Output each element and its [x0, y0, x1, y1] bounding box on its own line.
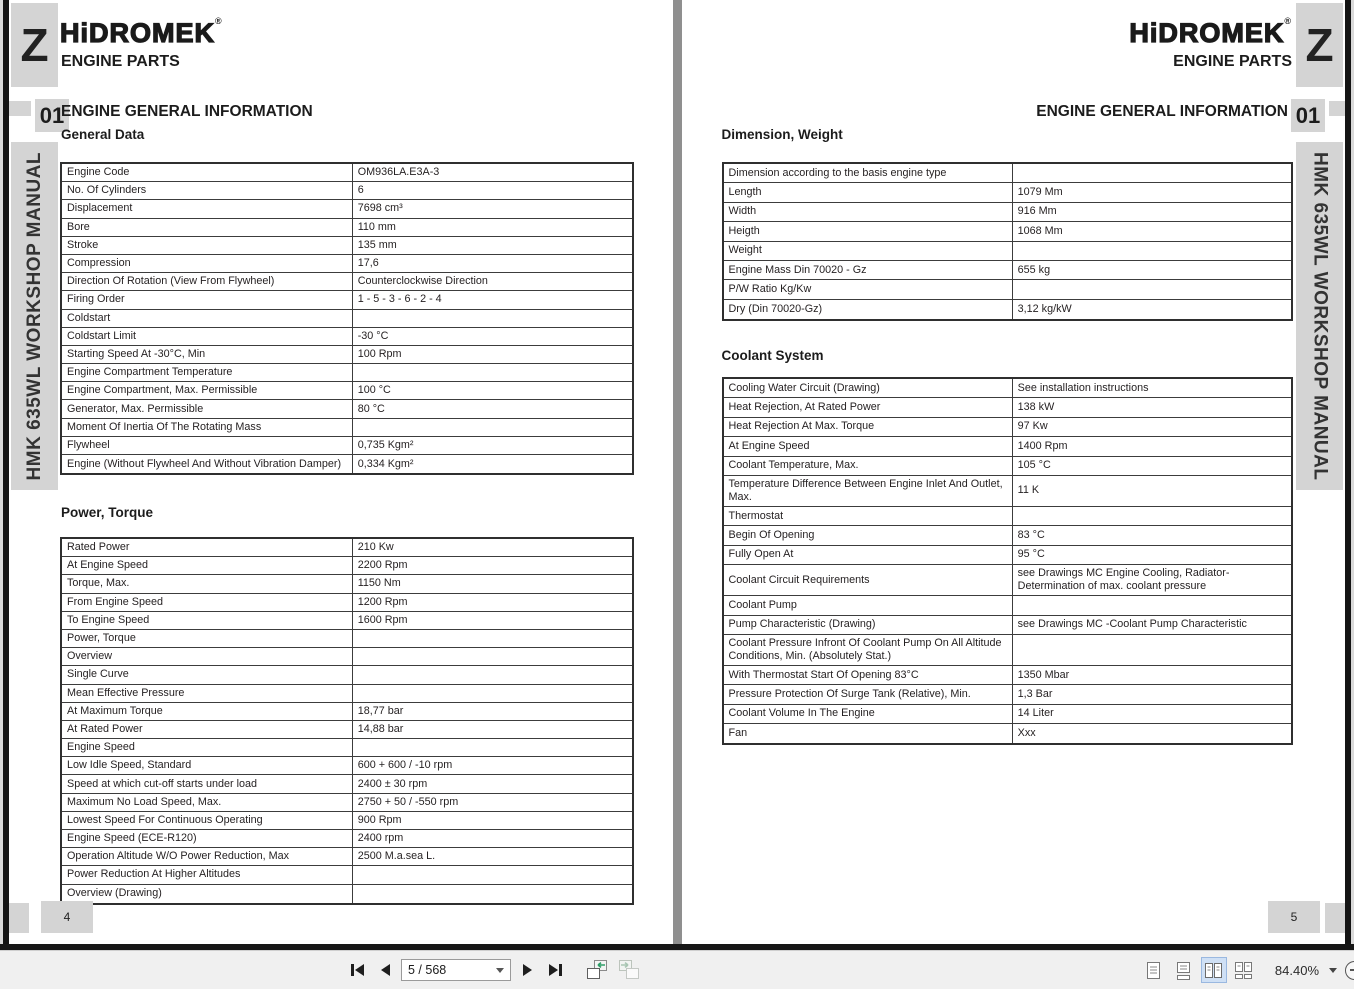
general-data-table [60, 162, 634, 475]
table-row [62, 437, 632, 455]
row-value [353, 310, 632, 327]
row-label: Heat Rejection, At Rated Power [724, 398, 1013, 416]
row-value [353, 666, 632, 683]
row-label: Heigth [724, 222, 1013, 240]
table-row [62, 812, 632, 830]
table-row [724, 685, 1291, 704]
table-row [62, 164, 632, 182]
section-title-coolant-system: Coolant System [721, 348, 824, 363]
table-row [62, 648, 632, 666]
row-value: 11 K [1017, 484, 1040, 497]
chapter-number-badge: 01 [1287, 95, 1329, 136]
row-label: Engine Code [62, 164, 353, 181]
sidebar-manual-strip [1296, 142, 1343, 490]
table-row [62, 557, 632, 575]
page-number-combobox[interactable] [401, 959, 511, 981]
table-row [62, 364, 632, 382]
row-label: Direction Of Rotation (View From Flywheel) [62, 273, 353, 290]
facing-layout-icon [1204, 961, 1223, 980]
row-value: 105 °C [1017, 459, 1051, 472]
row-value: OM936LA.E3A-3 [357, 166, 440, 179]
row-value: 600 + 600 / -10 rpm [357, 759, 453, 772]
row-label: Maximum No Load Speed, Max. [62, 794, 353, 811]
table-row [62, 219, 632, 237]
row-label: Heat Rejection At Max. Torque [724, 418, 1013, 436]
page-gap [673, 0, 682, 944]
section-title-general-data: General Data [61, 127, 145, 142]
row-label: Pressure Protection Of Surge Tank (Relative), Min. [724, 685, 1013, 703]
row-value: 14,88 bar [357, 722, 404, 735]
row-value [353, 885, 632, 903]
first-page-button[interactable] [345, 957, 369, 983]
row-label: Engine Speed [62, 739, 353, 756]
page-number-value: 5 / 568 [408, 963, 447, 977]
row-label: Lowest Speed For Continuous Operating [62, 812, 353, 829]
row-value [353, 685, 632, 702]
row-value: 6 [357, 184, 364, 197]
table-row [724, 565, 1291, 596]
table-row [724, 280, 1291, 299]
row-value: 1150 Nm [357, 577, 401, 590]
chapter-number-badge: 01 [31, 95, 73, 136]
table-row [62, 455, 632, 473]
row-label: Begin Of Opening [724, 526, 1013, 544]
row-value [353, 648, 632, 665]
row-value: 95 °C [1017, 548, 1045, 561]
row-value [353, 630, 632, 647]
table-row [62, 310, 632, 328]
row-label: P/W Ratio Kg/Kw [724, 280, 1013, 298]
table-row [62, 328, 632, 346]
table-row [62, 703, 632, 721]
table-row [724, 261, 1291, 280]
next-page-button[interactable] [515, 957, 539, 983]
row-value [1013, 635, 1291, 665]
coolant-system-table [722, 377, 1293, 745]
chapter-tab-letter: Z [1305, 19, 1334, 71]
table-row [62, 346, 632, 364]
continuous-facing-layout-button[interactable] [1231, 957, 1257, 983]
previous-view-button[interactable] [583, 957, 611, 983]
last-page-button[interactable] [543, 957, 567, 983]
row-label: Coldstart [62, 310, 353, 327]
row-label: Width [724, 203, 1013, 221]
registered-mark: ® [215, 16, 223, 26]
row-value: 18,77 bar [357, 704, 404, 717]
row-label: Engine Compartment Temperature [62, 364, 353, 381]
row-label: Mean Effective Pressure [62, 685, 353, 702]
table-row [62, 685, 632, 703]
dimension-weight-table [722, 162, 1293, 321]
row-value: 0,735 Kgm² [357, 438, 414, 451]
row-label: Coolant Pump [724, 596, 1013, 614]
page-header-subtitle: ENGINE PARTS [1173, 53, 1292, 70]
row-label: Firing Order [62, 291, 353, 308]
row-label: Moment Of Inertia Of The Rotating Mass [62, 419, 353, 436]
sidebar-manual-text: HMK 635WL WORKSHOP MANUAL [23, 151, 45, 481]
chapter-tab [1296, 3, 1343, 87]
row-label: Dry (Din 70020-Gz) [724, 300, 1013, 319]
row-label: Fully Open At [724, 546, 1013, 564]
row-label: Bore [62, 219, 353, 236]
table-row [724, 546, 1291, 565]
row-label: Coldstart Limit [62, 328, 353, 345]
row-value: 2200 Rpm [357, 559, 408, 572]
row-label: With Thermostat Start Of Opening 83°C [724, 666, 1013, 684]
page-number-badge: 4 [41, 901, 93, 933]
row-label: Temperature Difference Between Engine Inlet And Outlet, Max. [724, 476, 1013, 506]
row-value: 83 °C [1017, 529, 1045, 542]
table-row [62, 666, 632, 684]
row-value: 1,3 Bar [1017, 687, 1053, 700]
row-value: 1079 Mm [1017, 186, 1063, 199]
zoom-out-button[interactable] [1345, 961, 1354, 980]
pdf-page-left [3, 0, 673, 944]
section-title-power-torque: Power, Torque [61, 505, 154, 520]
table-row [724, 222, 1291, 241]
first-page-icon [351, 964, 354, 976]
table-row [724, 203, 1291, 222]
row-label: Low Idle Speed, Standard [62, 757, 353, 774]
previous-page-icon [381, 964, 390, 976]
table-row [62, 237, 632, 255]
chapter-number-connector [1327, 101, 1345, 116]
sidebar-manual-text: HMK 635WL WORKSHOP MANUAL [1309, 151, 1331, 481]
row-value: 17,6 [357, 257, 379, 270]
next-view-icon [617, 959, 641, 981]
table-row [724, 476, 1291, 507]
row-value: 1 - 5 - 3 - 6 - 2 - 4 [357, 293, 442, 306]
row-label: Compression [62, 255, 353, 272]
table-row [62, 830, 632, 848]
table-row [724, 705, 1291, 724]
row-value: 2400 rpm [357, 832, 404, 845]
table-row [724, 437, 1291, 456]
power-torque-table [60, 537, 634, 905]
table-row [62, 739, 632, 757]
row-label: Fan [724, 724, 1013, 743]
row-label: Coolant Temperature, Max. [724, 457, 1013, 475]
chapter-tab [11, 3, 58, 87]
table-row [62, 400, 632, 418]
hidromek-logo: HiDROMEK® [1129, 16, 1292, 48]
row-label: Engine Mass Din 70020 - Gz [724, 261, 1013, 279]
row-value: 2500 M.a.sea L. [357, 850, 436, 863]
row-label: To Engine Speed [62, 612, 353, 629]
row-value: 900 Rpm [357, 813, 402, 826]
row-label: Length [724, 183, 1013, 201]
row-value [1013, 280, 1291, 298]
row-value [1013, 164, 1291, 182]
table-row [724, 379, 1291, 398]
table-row [62, 848, 632, 866]
chapter-tab-letter: Z [20, 19, 49, 71]
row-label: Displacement [62, 200, 353, 217]
zoom-dropdown-caret-icon[interactable] [1329, 968, 1337, 977]
row-value: 2750 + 50 / -550 rpm [357, 795, 459, 808]
row-value: 110 mm [357, 220, 396, 233]
row-value: 1200 Rpm [357, 595, 408, 608]
row-value: 0,334 Kgm² [357, 457, 414, 470]
row-value: 7698 cm³ [357, 202, 403, 215]
row-label: Weight [724, 242, 1013, 260]
row-value: 1350 Mbar [1017, 668, 1070, 681]
row-label: Pump Characteristic (Drawing) [724, 616, 1013, 634]
row-value: 2400 ± 30 rpm [357, 777, 428, 790]
row-value: 1068 Mm [1017, 224, 1063, 237]
table-row [62, 866, 632, 884]
row-label: At Engine Speed [62, 557, 353, 574]
chapter-title: ENGINE GENERAL INFORMATION [61, 103, 313, 120]
row-label: From Engine Speed [62, 594, 353, 611]
table-row [62, 575, 632, 593]
row-value [353, 866, 632, 883]
table-row [724, 398, 1291, 417]
sidebar-manual-strip [11, 142, 58, 490]
table-row [62, 757, 632, 775]
row-label: At Maximum Torque [62, 703, 353, 720]
table-row [62, 794, 632, 812]
row-label: Flywheel [62, 437, 353, 454]
row-value [1013, 242, 1291, 260]
continuous-facing-layout-icon [1234, 961, 1253, 980]
row-label: Rated Power [62, 539, 353, 556]
page-footer-square [9, 903, 29, 933]
row-label: Engine Compartment, Max. Permissible [62, 382, 353, 399]
view-zoom-group [1141, 951, 1354, 989]
table-row [62, 721, 632, 739]
table-row [724, 596, 1291, 615]
row-value: 80 °C [357, 402, 385, 415]
previous-view-icon [585, 959, 609, 981]
next-page-icon [523, 964, 532, 976]
row-label: No. Of Cylinders [62, 182, 353, 199]
table-row [724, 616, 1291, 635]
chapter-number-connector [9, 101, 33, 116]
row-label: Power Reduction At Higher Altitudes [62, 866, 353, 883]
table-row [62, 539, 632, 557]
row-label: Coolant Volume In The Engine [724, 705, 1013, 723]
row-value: 100 Rpm [357, 347, 402, 360]
row-value: Counterclockwise Direction [357, 275, 488, 288]
page-navigation-group [345, 951, 643, 989]
row-label: Operation Altitude W/O Power Reduction, Max [62, 848, 353, 865]
row-value: See installation instructions [1017, 381, 1149, 394]
page-number-badge: 5 [1268, 901, 1320, 933]
table-row [724, 507, 1291, 526]
row-value: 1600 Rpm [357, 613, 408, 626]
row-value: Xxx [1017, 727, 1036, 740]
table-row [724, 635, 1291, 666]
continuous-layout-button[interactable] [1171, 957, 1197, 983]
row-label: Speed at which cut-off starts under load [62, 775, 353, 792]
table-row [62, 382, 632, 400]
zoom-level[interactable]: 84.40% [1274, 962, 1319, 978]
row-value [353, 364, 632, 381]
table-row [724, 183, 1291, 202]
table-row [724, 457, 1291, 476]
row-value: 14 Liter [1017, 707, 1054, 720]
row-value: 135 mm [357, 238, 397, 251]
row-label: Single Curve [62, 666, 353, 683]
table-row [724, 666, 1291, 685]
row-value: -30 °C [357, 329, 389, 342]
single-page-layout-icon [1145, 961, 1162, 980]
row-label: Dimension according to the basis engine type [724, 164, 1013, 182]
row-value: 97 Kw [1017, 420, 1048, 433]
facing-layout-button[interactable] [1201, 957, 1227, 983]
row-value [1013, 507, 1291, 525]
row-label: Power, Torque [62, 630, 353, 647]
minus-icon [1350, 969, 1354, 971]
row-label: Stroke [62, 237, 353, 254]
row-value [353, 419, 632, 436]
chevron-down-icon [496, 968, 504, 977]
table-row [62, 182, 632, 200]
row-label: Engine Speed (ECE-R120) [62, 830, 353, 847]
continuous-layout-icon [1175, 961, 1192, 980]
hidromek-logo: HiDROMEK® [60, 16, 223, 48]
row-label: Overview [62, 648, 353, 665]
row-label: Coolant Pressure Infront Of Coolant Pump On All Altitude Conditions, Min. (Absolutely Stat.) [724, 635, 1013, 665]
table-row [62, 630, 632, 648]
table-row [62, 885, 632, 903]
row-value: 138 kW [1017, 401, 1055, 414]
table-row [724, 724, 1291, 743]
registered-mark: ® [1284, 16, 1292, 26]
pdf-page-right [682, 0, 1352, 944]
row-label: Coolant Circuit Requirements [724, 565, 1013, 595]
single-page-layout-button[interactable] [1141, 957, 1167, 983]
row-value: 210 Kw [357, 541, 394, 554]
previous-page-button[interactable] [373, 957, 397, 983]
table-row [724, 164, 1291, 183]
table-row [62, 594, 632, 612]
row-value: 3,12 kg/kW [1017, 302, 1072, 315]
table-row [62, 419, 632, 437]
table-row [724, 300, 1291, 319]
row-value: 655 kg [1017, 263, 1051, 276]
row-value: 1400 Rpm [1017, 439, 1068, 452]
row-label: Thermostat [724, 507, 1013, 525]
last-page-icon [559, 964, 562, 976]
section-title-dimension-weight: Dimension, Weight [721, 127, 843, 142]
table-row [62, 612, 632, 630]
table-row [724, 418, 1291, 437]
table-row [62, 255, 632, 273]
row-label: At Rated Power [62, 721, 353, 738]
table-row [62, 200, 632, 218]
table-row [724, 242, 1291, 261]
next-view-button[interactable] [615, 957, 643, 983]
page-header-subtitle: ENGINE PARTS [61, 53, 180, 70]
page-footer-square [1325, 903, 1345, 933]
row-label: At Engine Speed [724, 437, 1013, 455]
row-label: Torque, Max. [62, 575, 353, 592]
table-row [62, 273, 632, 291]
table-row [62, 291, 632, 309]
chapter-title: ENGINE GENERAL INFORMATION [1036, 103, 1288, 120]
row-label: Cooling Water Circuit (Drawing) [724, 379, 1013, 397]
table-row [724, 526, 1291, 545]
row-value: see Drawings MC -Coolant Pump Characteristic [1017, 618, 1247, 631]
row-label: Generator, Max. Permissible [62, 400, 353, 417]
table-row [62, 775, 632, 793]
row-value: 916 Mm [1017, 205, 1057, 218]
row-value: 100 °C [357, 384, 391, 397]
row-label: Overview (Drawing) [62, 885, 353, 903]
viewer-toolbar [0, 950, 1354, 989]
row-label: Engine (Without Flywheel And Without Vibration Damper) [62, 455, 353, 473]
row-value: see Drawings MC Engine Cooling, Radiator- Determination of max. coolant pressure [1017, 567, 1230, 593]
row-label: Starting Speed At -30°C, Min [62, 346, 353, 363]
row-value [1013, 596, 1291, 614]
row-value [353, 739, 632, 756]
